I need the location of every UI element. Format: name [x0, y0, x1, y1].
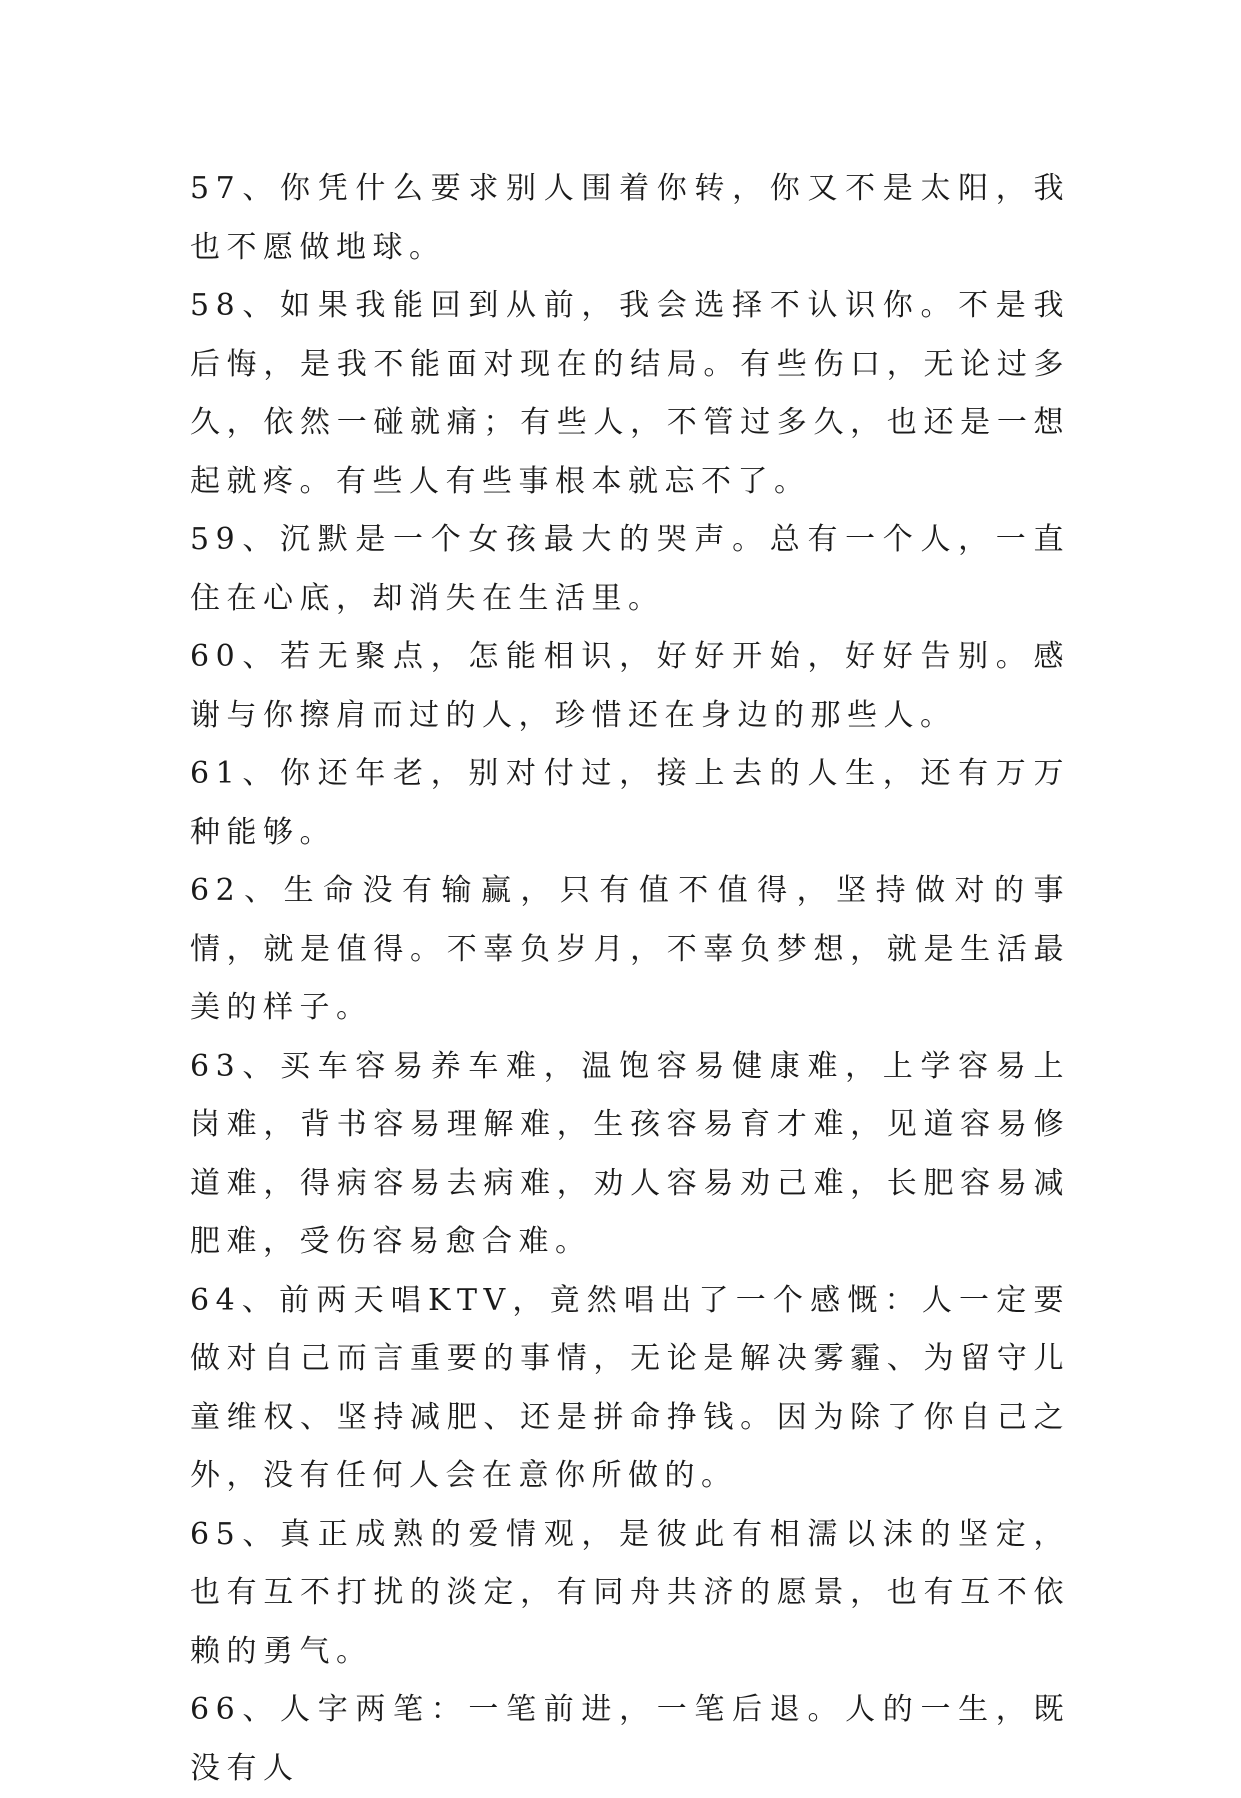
paragraph-58: 58、如果我能回到从前，我会选择不认识你。不是我后悔，是我不能面对现在的结局。有些伤口，无论过多久，依然一碰就痛；有些人，不管过多久，也还是一想起就疼。有些人有些事根本就忘不了。 — [190, 288, 1070, 499]
paragraph-59: 59、沉默是一个女孩最大的哭声。总有一个人，一直住在心底，却消失在生活里。 — [190, 522, 1070, 616]
paragraph-66: 66、人字两笔：一笔前进，一笔后退。人的一生，既没有人 — [190, 1692, 1070, 1786]
paragraph-61: 61、你还年老，别对付过，接上去的人生，还有万万种能够。 — [190, 756, 1070, 850]
paragraph-60: 60、若无聚点，怎能相识，好好开始，好好告别。感谢与你擦肩而过的人，珍惜还在身边的那些人。 — [190, 639, 1070, 733]
paragraph-64: 64、前两天唱KTV，竟然唱出了一个感慨：人一定要做对自己而言重要的事情，无论是解决雾霾、为留守儿童维权、坚持减肥、还是拼命挣钱。因为除了你自己之外，没有任何人会在意你所做的。 — [190, 1282, 1070, 1493]
paragraph-63: 63、买车容易养车难，温饱容易健康难，上学容易上岗难，背书容易理解难，生孩容易育才难，见道容易修道难，得病容易去病难，劝人容易劝己难，长肥容易减肥难，受伤容易愈合难。 — [190, 1048, 1070, 1259]
paragraph-62: 62、生命没有输赢，只有值不值得，坚持做对的事情，就是值得。不辜负岁月，不辜负梦想，就是生活最美的样子。 — [190, 873, 1070, 1025]
document-page — [190, 160, 1070, 1798]
paragraph-57: 57、你凭什么要求别人围着你转，你又不是太阳，我也不愿做地球。 — [190, 171, 1070, 265]
paragraph-65: 65、真正成熟的爱情观，是彼此有相濡以沫的坚定，也有互不打扰的淡定，有同舟共济的愿景，也有互不依赖的勇气。 — [190, 1516, 1070, 1669]
